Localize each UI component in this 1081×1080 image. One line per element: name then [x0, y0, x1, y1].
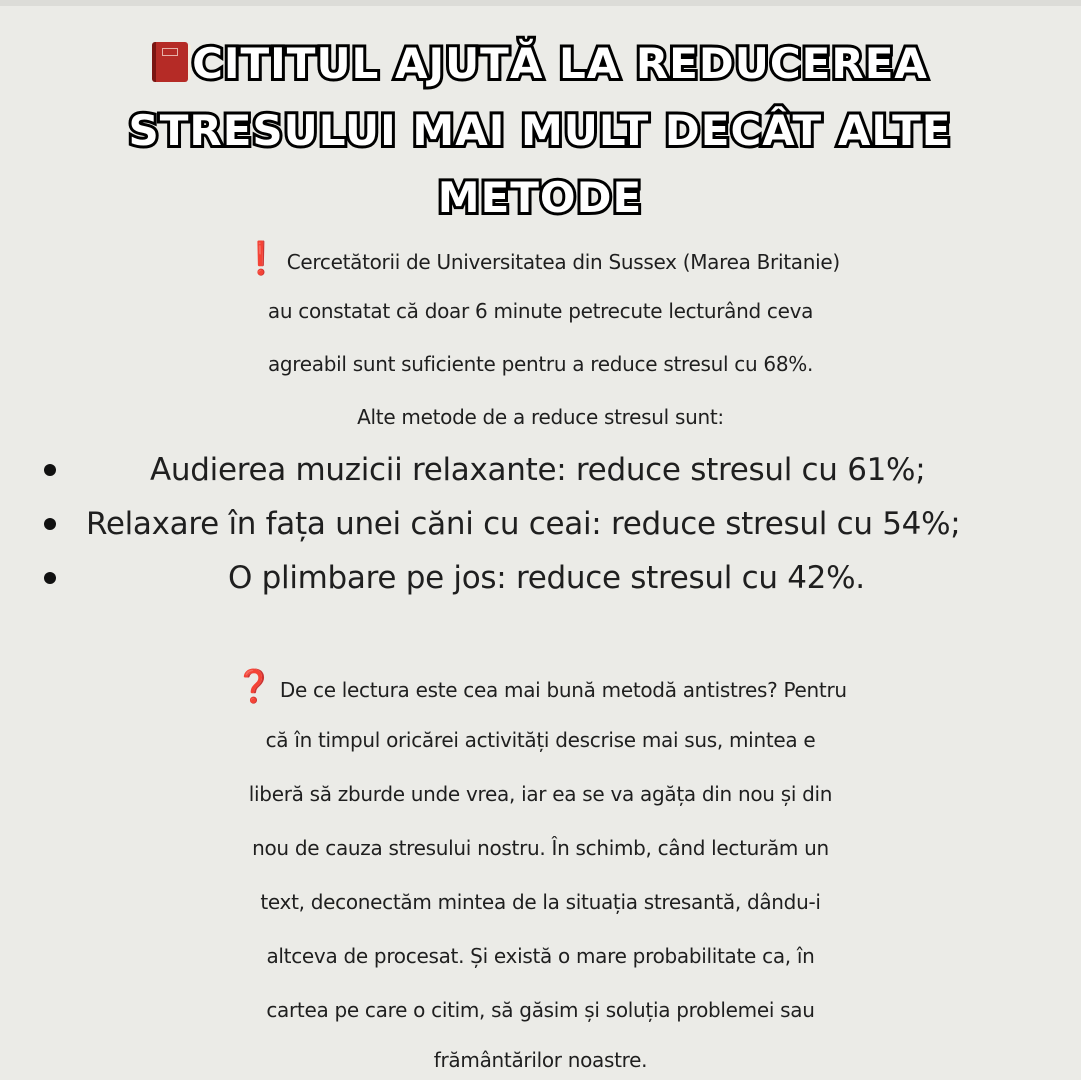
question-line-5: text, deconectăm mintea de la situația stresantă, dându-i [260, 890, 821, 914]
question-line-4: nou de cauza stresului nostru. În schimb, când lecturăm un [252, 836, 829, 860]
list-item: Relaxare în fața unei căni cu ceai: reduce stresul cu 54%; [86, 506, 961, 542]
bullet-dot [44, 572, 56, 584]
list-item: O plimbare pe jos: reduce stresul cu 42%. [228, 560, 865, 596]
question-mark-icon: ❓ [234, 667, 274, 705]
bullet-dot [44, 518, 56, 530]
page-title [40, 30, 1040, 231]
intro-line-3: agreabil sunt suficiente pentru a reduce stresul cu 68%. [267, 352, 814, 376]
red-book-icon [152, 42, 188, 82]
question-line-8: frământărilor noastre. [433, 1048, 648, 1072]
question-line-7: cartea pe care o citim, să găsim și soluția problemei sau [266, 998, 815, 1022]
intro-line-4: Alte metode de a reduce stresul sunt: [357, 405, 724, 429]
question-text-1: De ce lectura este cea mai bună metodă antistres? Pentru [279, 678, 847, 702]
title-line-3: METODE [437, 173, 643, 222]
question-line-6: altceva de procesat. Și există o mare probabilitate ca, în [266, 944, 815, 968]
intro-line-1 [0, 238, 1081, 282]
question-line-3: liberă să zburde unde vrea, iar ea se va agăța din nou și din [248, 782, 833, 806]
title-text-1: CITITUL AJUTĂ LA REDUCEREA [192, 39, 928, 88]
question-line-2: că în timpul oricărei activități descrise mai sus, mintea e [265, 728, 816, 752]
bullet-dot [44, 464, 56, 476]
list-item: Audierea muzicii relaxante: reduce stresul cu 61%; [150, 452, 926, 488]
exclamation-icon: ❗ [241, 239, 281, 277]
question-line-1 [0, 666, 1081, 710]
top-edge [0, 0, 1081, 6]
intro-line-2: au constatat că doar 6 minute petrecute lecturând ceva [267, 299, 814, 323]
title-line-2: STRESULUI MAI MULT DECÂT ALTE [128, 106, 952, 155]
intro-text-1: Cercetătorii de Universitatea din Sussex (Marea Britanie) [286, 250, 840, 274]
title-line-1 [40, 30, 1040, 97]
